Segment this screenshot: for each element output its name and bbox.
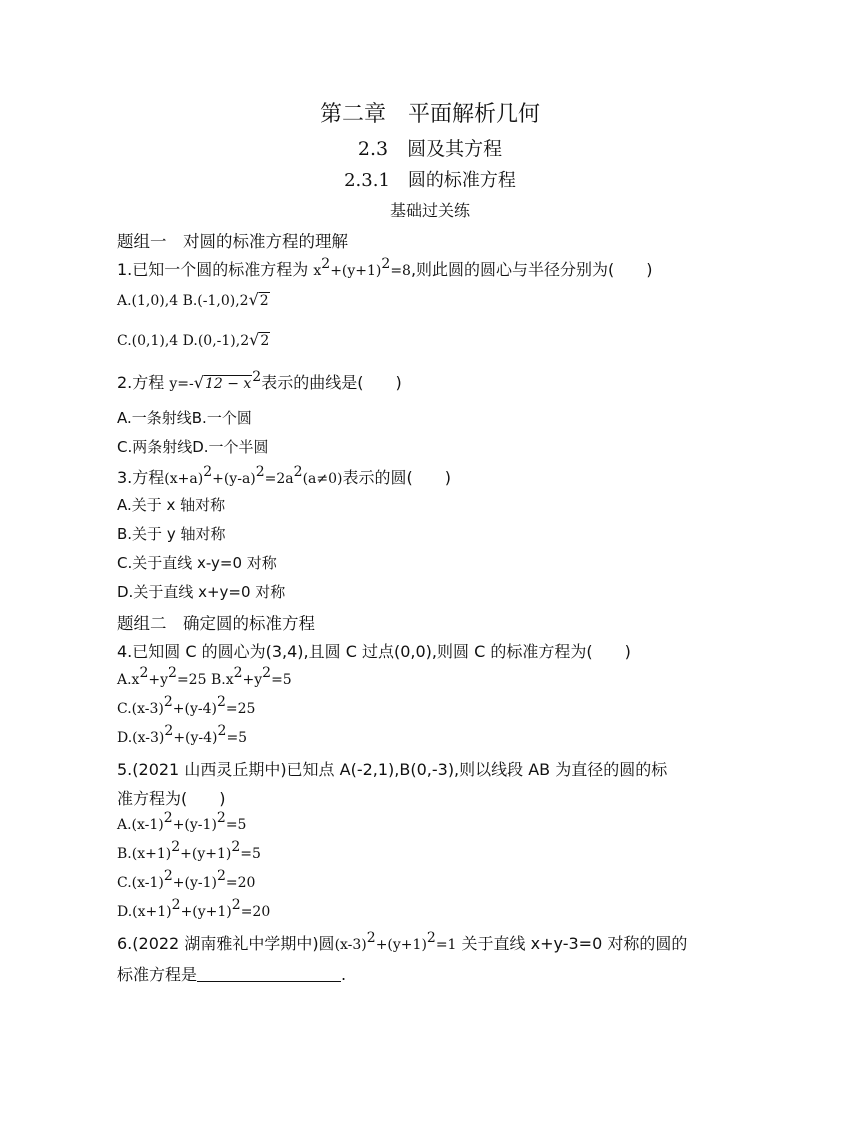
- chapter-title: 第二章 平面解析几何: [319, 102, 540, 127]
- question-5-option-b: $B.(x+1)^2+(y+1)^2=5$: [117, 839, 261, 862]
- question-5-option-d: $D.(x+1)^2+(y+1)^2=20$: [117, 897, 271, 920]
- question-3-option-b: B.关于 y 轴对称: [117, 525, 226, 543]
- answer-blank[interactable]: [197, 967, 341, 982]
- question-5-line2: 准方程为( ): [117, 789, 226, 808]
- question-4-option-d: $D.(x-3)^2+(y-4)^2=5$: [117, 723, 248, 746]
- question-3: 3.方程$(x+a)^2+(y-a)^2=2a^2(a\ne 0)$表示的圆( ): [117, 464, 451, 487]
- question-4-options-ab: $A.x^2+y^2=25$ $B.x^2+y^2=5$: [117, 665, 292, 688]
- question-2-options-cd: C.两条射线D.一个半圆: [117, 438, 269, 456]
- question-4: 4.已知圆 C 的圆心为(3,4),且圆 C 过点(0,0),则圆 C 的标准方程为( ): [117, 642, 631, 661]
- question-3-option-d: D.关于直线 x+y=0 对称: [117, 583, 286, 601]
- subsection-title: 2.3.1 圆的标准方程: [344, 170, 516, 191]
- question-5-option-a: $A.(x-1)^2+(y-1)^2=5$: [117, 810, 247, 833]
- question-2: 2.方程 $y=-√12 - x^2$表示的曲线是( ): [117, 369, 402, 392]
- question-6-line1: 6.(2022 湖南雅礼中学期中)圆$(x-3)^2+(y+1)^2=1$ 关于直线 x+y-3=0 对称的圆的: [117, 930, 688, 953]
- sqrt-symbol: √2: [248, 290, 269, 309]
- exercise-level: 基础过关练: [389, 201, 470, 220]
- question-6-line2: 标准方程是 .: [117, 965, 347, 984]
- question-1-options-cd: C.(0,1),4 D.(0,-1),2√2: [117, 330, 270, 349]
- sqrt-symbol: $√12 - x^2$: [193, 369, 262, 392]
- question-1-options-ab: A.(1,0),4 B.(-1,0),2√2: [117, 290, 269, 309]
- question-2-options-ab: A.一条射线B.一个圆: [117, 409, 252, 427]
- group2-title: 题组二 确定圆的标准方程: [117, 614, 315, 633]
- question-1: 1.已知一个圆的标准方程为 $x^2+(y+1)^2=8$,则此圆的圆心与半径分别为( ): [117, 256, 653, 279]
- section-title: 2.3 圆及其方程: [357, 138, 503, 160]
- question-4-option-c: $C.(x-3)^2+(y-4)^2=25$: [117, 694, 256, 717]
- question-3-option-c: C.关于直线 x-y=0 对称: [117, 554, 277, 572]
- question-5-option-c: $C.(x-1)^2+(y-1)^2=20$: [117, 868, 256, 891]
- question-5-line1: 5.(2021 山西灵丘期中)已知点 A(-2,1),B(0,-3),则以线段 AB 为直径的圆的标: [117, 760, 668, 779]
- sqrt-symbol: √2: [249, 330, 270, 349]
- group1-title: 题组一 对圆的标准方程的理解: [117, 232, 348, 251]
- question-3-option-a: A.关于 x 轴对称: [117, 496, 226, 514]
